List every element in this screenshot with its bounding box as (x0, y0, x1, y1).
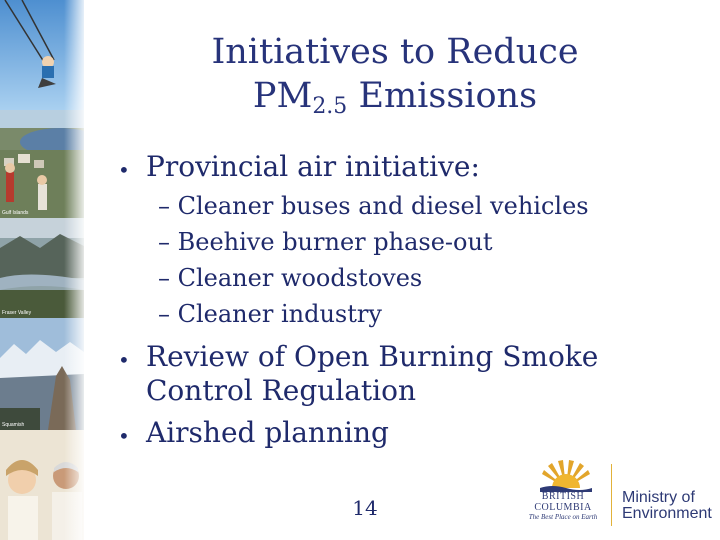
bullet-open-burning (118, 340, 598, 408)
slide-title (150, 30, 640, 129)
photo-sidebar (0, 0, 84, 540)
ministry-line-1: Ministry of (622, 489, 695, 506)
bc-tagline: The Best Place on Earth (528, 513, 598, 521)
bullet-glyph: • (118, 158, 130, 182)
bc-sun-icon (538, 460, 594, 492)
bullet-text: Provincial air initiative: (146, 150, 480, 183)
photo-caption-3: Squamish (2, 422, 25, 428)
bullet-glyph: • (118, 424, 130, 448)
ministry-line-2: Environment (622, 505, 712, 522)
sub-item-woodstoves: – Cleaner woodstoves (158, 264, 423, 292)
title-line-2 (150, 74, 640, 129)
sub-item-buses: – Cleaner buses and diesel vehicles (158, 192, 589, 220)
bullet-airshed (118, 416, 389, 450)
bullet-glyph: • (118, 348, 130, 372)
logo-divider (611, 464, 612, 526)
bc-logo (538, 460, 594, 492)
sub-item-beehive: – Beehive burner phase-out (158, 228, 493, 256)
title-subscript: 2.5 (312, 94, 348, 119)
sub-item-industry: – Cleaner industry (158, 300, 382, 328)
title-line-1: Initiatives to Reduce (211, 32, 579, 72)
title-pm: PM (252, 76, 313, 116)
sidebar-fade (64, 0, 84, 540)
bc-wordmark (524, 492, 602, 522)
bullet-provincial-air (118, 150, 480, 184)
bc-line-1: BRITISH (541, 491, 585, 502)
bullet-text-line-2: Control Regulation (146, 374, 417, 407)
bc-line-2: COLUMBIA (534, 502, 592, 513)
bullet-text-line-1: Review of Open Burning Smoke (146, 340, 599, 373)
photo-caption-2: Fraser Valley (2, 310, 32, 316)
ministry-name (622, 490, 712, 522)
photo-caption-1: Gulf Islands (2, 210, 29, 216)
title-emissions: Emissions (347, 76, 538, 116)
bullet-text: Airshed planning (146, 416, 389, 449)
page-number: 14 (352, 496, 378, 520)
